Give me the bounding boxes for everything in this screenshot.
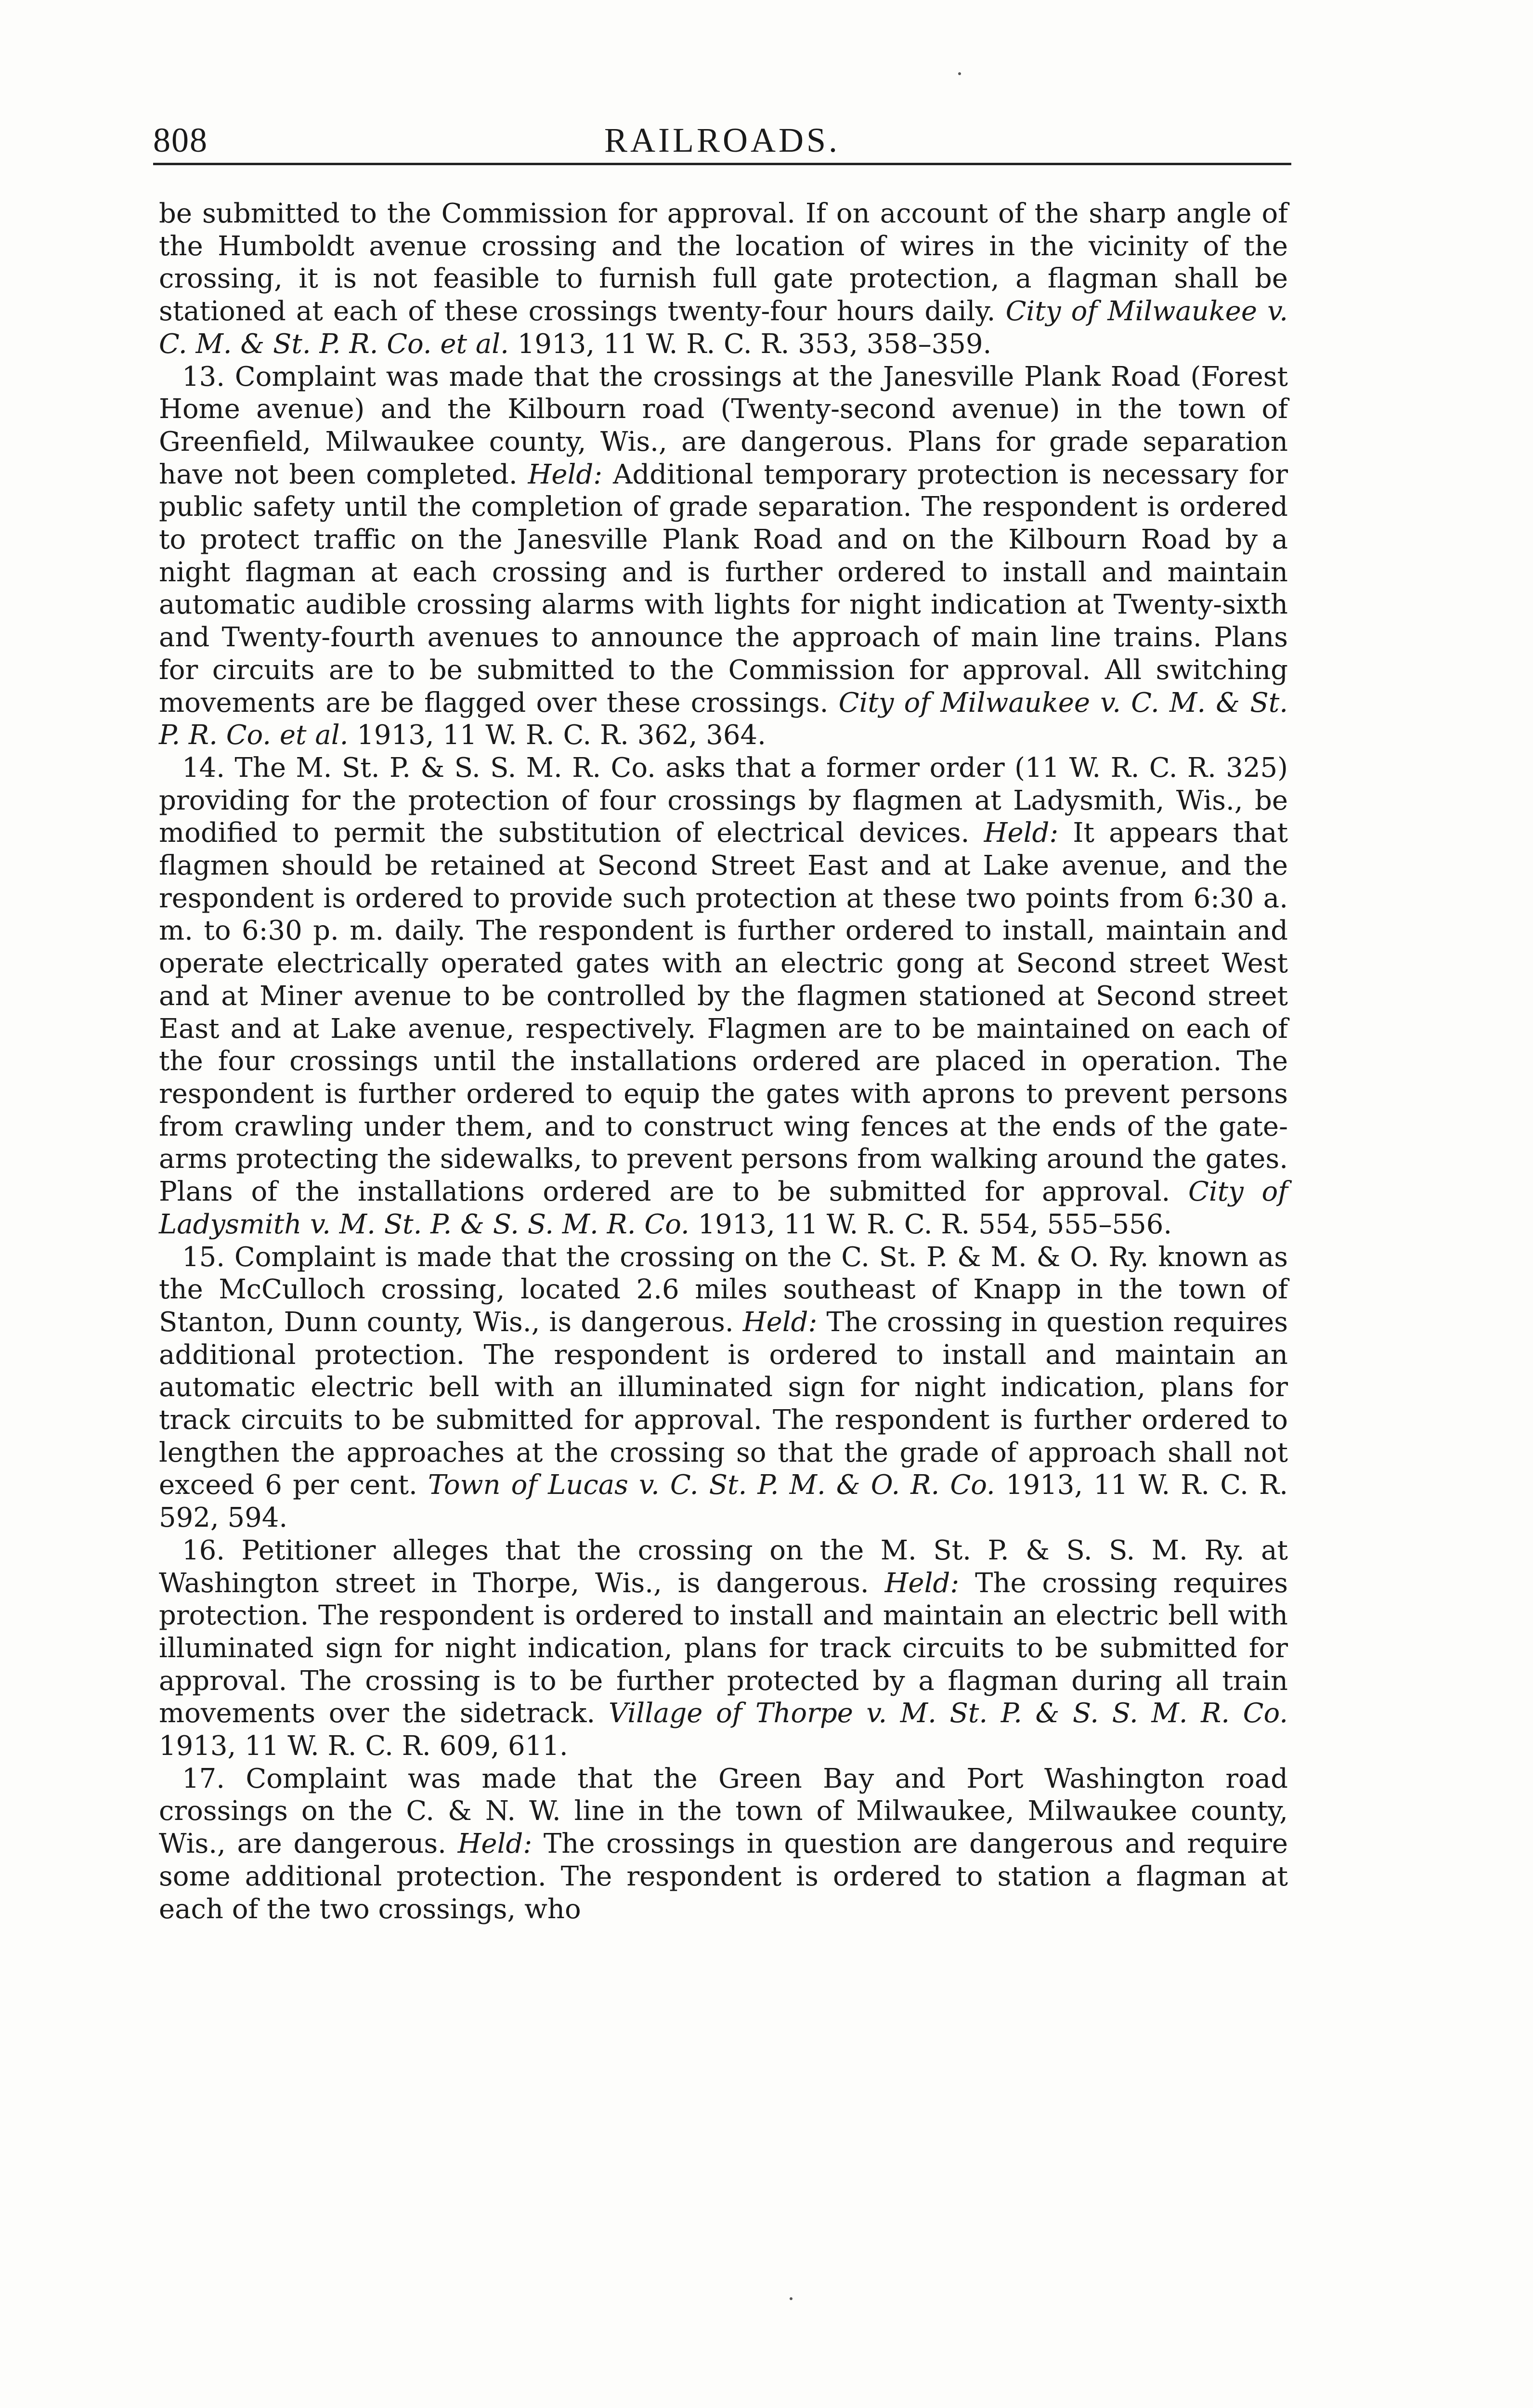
case-citation: Town of Lucas v. C. St. P. M. & O. R. Co. <box>428 1469 995 1501</box>
citation-reference: 1913, 11 W. R. C. R. 554, 555–556. <box>689 1208 1172 1240</box>
paragraph-item-14 <box>159 752 1288 1241</box>
case-citation: Village of Thorpe v. M. St. P. & S. S. M. R. Co. <box>608 1698 1288 1729</box>
paragraph-body: Additional temporary protection is necessary for public safety until the completion of grade separation. The respondent is ordered to protect traffic on the Janesville Plank Road and on the Kilbourn Road by a night flagman at each crossing and is further ordered to install and maintain automatic audible crossing alarms with lights for night indication at Twenty-sixth and Twenty-fourth avenues to announce the approach of main line trains. Plans for circuits are to be submitted to the Commission for approval. All switching movements are be flagged over these crossings. <box>159 458 1288 719</box>
case-citation: City of Ladysmith v. M. St. P. & S. S. M. R. Co. <box>159 1176 1288 1240</box>
page-number: 808 <box>153 121 208 159</box>
paragraph-body: The crossing in question requires additional protection. The respondent is ordered to install and maintain an automatic electric bell with an illuminated sign for night indication, plans for track circuits to be submitted for approval. The respondent is further ordered to lengthen the approaches at the crossing so that the grade of approach shall not exceed 6 per cent. <box>159 1306 1288 1501</box>
running-head: RAILROADS. <box>604 121 841 159</box>
citation-reference: 1913, 11 W. R. C. R. 592, 594. <box>159 1469 1288 1534</box>
case-citation: City of Milwaukee v. C. M. & St. P. R. Co. et al. <box>159 296 1288 360</box>
paragraph-lead: 15. Complaint is made that the crossing on the C. St. P. & M. & O. Ry. known as the McCulloch crossing, located 2.6 miles southeast of Knapp in the town of Stanton, Dunn county, Wis., is dangerous. <box>159 1241 1288 1338</box>
paragraph-lead: 13. Complaint was made that the crossings at the Janesville Plank Road (Forest Home avenue) and the Kilbourn road (Twenty-second avenue) in the town of Greenfield, Milwaukee county, Wis., are dangerous. Plans for grade separation have not been completed. <box>159 361 1288 490</box>
citation-reference: 1913, 11 W. R. C. R. 362, 364. <box>348 720 766 751</box>
paragraph-continuation <box>159 197 1288 361</box>
paragraph-item-13 <box>159 361 1288 752</box>
held-label: Held: <box>984 817 1059 849</box>
held-label: Held: <box>457 1828 533 1860</box>
held-label: Held: <box>884 1567 960 1599</box>
paragraph-body: The crossings in question are dangerous and require some additional protection. The respondent is ordered to station a flagman at each of the two crossings, who <box>159 1828 1288 1925</box>
paragraph-lead: 16. Petitioner alleges that the crossing on the M. St. P. & S. S. M. Ry. at Washington street in Thorpe, Wis., is dangerous. <box>159 1534 1288 1599</box>
held-label: Held: <box>528 458 603 490</box>
body-text <box>159 197 1288 1925</box>
case-citation: City of Milwaukee v. C. M. & St. P. R. Co. et al. <box>159 687 1288 751</box>
citation-reference: 1913, 11 W. R. C. R. 353, 358–359. <box>508 328 992 360</box>
paragraph-body: The crossing requires protection. The respondent is ordered to install and maintain an electric bell with illuminated sign for night indication, plans for track circuits to be submitted for approval. The crossing is to be further protected by a flagman during all train movements over the sidetrack. <box>159 1567 1288 1729</box>
held-label: Held: <box>742 1306 818 1338</box>
paragraph-lead: 17. Complaint was made that the Green Bay and Port Washington road crossings on the C. & N. W. line in the town of Milwaukee, Milwaukee county, Wis., are dangerous. <box>159 1763 1288 1860</box>
citation-reference: 1913, 11 W. R. C. R. 609, 611. <box>159 1730 568 1762</box>
scan-speck <box>790 2297 792 2300</box>
paragraph-text: be submitted to the Commission for approval. If on account of the sharp angle of the Humboldt avenue crossing and the location of wires in the vicinity of the crossing, it is not feasible to furnish full gate protection, a flagman shall be stationed at each of these crossings twenty-four hours daily. <box>159 198 1288 327</box>
page-header <box>153 112 1291 165</box>
header-rule <box>153 163 1291 165</box>
paragraph-body: It appears that flagmen should be retained at Second Street East and at Lake avenue, and the respondent is ordered to provide such protection at these two points from 6:30 a. m. to 6:30 p. m. daily. The respondent is further ordered to install, maintain and operate electrically operated gates with an electric gong at Second street West and at Miner avenue to be controlled by the flagmen stationed at Second street East and at Lake avenue, respectively. Flagmen are to be maintained on each of the four crossings until the installations ordered are placed in operation. The respondent is further ordered to equip the gates with aprons to prevent persons from crawling under them, and to construct wing fences at the ends of the gate-arms protecting the sidewalks, to prevent persons from walking around the gates. Plans of the installations ordered are to be submitted for approval. <box>159 817 1288 1208</box>
paragraph-item-15 <box>159 1241 1288 1534</box>
scan-speck <box>958 72 961 75</box>
paragraph-item-17 <box>159 1763 1288 1926</box>
paragraph-item-16 <box>159 1534 1288 1763</box>
paragraph-lead: 14. The M. St. P. & S. S. M. R. Co. asks that a former order (11 W. R. C. R. 325) providing for the protection of four crossings by flagmen at Ladysmith, Wis., be modified to permit the substitution of electrical devices. <box>159 752 1288 849</box>
